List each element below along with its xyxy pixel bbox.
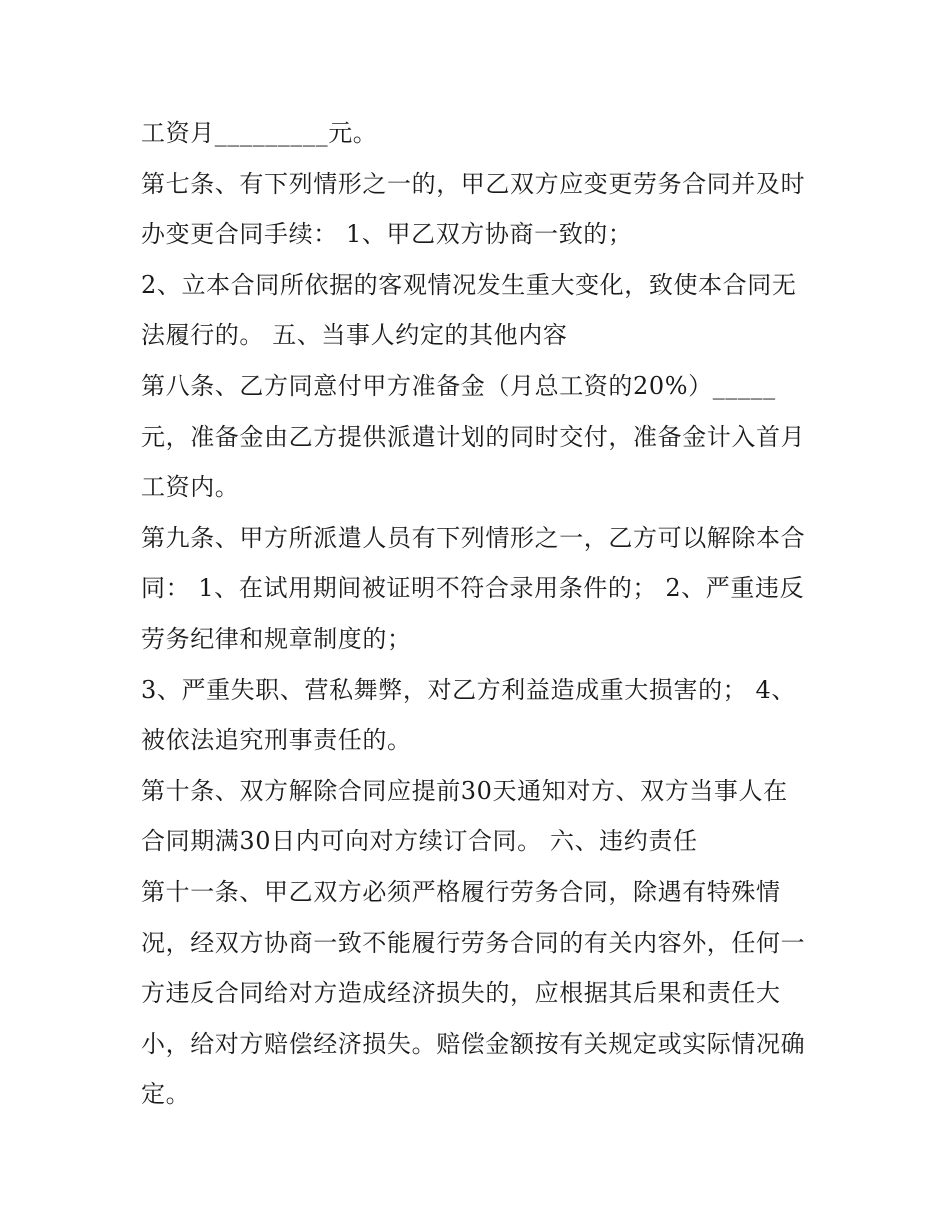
text-line-article-11-a: 第十一条、甲乙双方必须严格履行劳务合同，除遇有特殊情	[141, 877, 781, 906]
text-line-article-8-b: 元，准备金由乙方提供派遣计划的同时交付，准备金计入首月	[141, 422, 806, 451]
text-line-article-9-a: 第九条、甲方所派遣人员有下列情形之一，乙方可以解除本合	[141, 523, 806, 552]
text-line-article-7-a: 第七条、有下列情形之一的，甲乙双方应变更劳务合同并及时	[141, 169, 806, 198]
text-line-article-11-b: 况，经双方协商一致不能履行劳务合同的有关内容外，任何一	[141, 928, 806, 957]
text-line-article-9-b: 同： 1、在试用期间被证明不符合录用条件的； 2、严重违反	[141, 574, 805, 603]
text-line-article-11-c: 方违反合同给对方造成经济损失的，应根据其后果和责任大	[141, 979, 781, 1008]
text-line-salary: 工资月_________元。	[141, 119, 378, 147]
document-body	[141, 108, 821, 1120]
text-line-article-8-a: 第八条、乙方同意付甲方准备金（月总工资的20%）_____	[141, 371, 776, 400]
text-line-article-7-b: 办变更合同手续： 1、甲乙双方协商一致的；	[141, 220, 633, 249]
text-line-article-8-c: 工资内。	[141, 473, 240, 502]
text-line-article-9-d: 3、严重失职、营私舞弊，对乙方利益造成重大损害的； 4、	[141, 675, 796, 704]
text-line-article-11-d: 小，给对方赔偿经济损失。赔偿金额按有关规定或实际情况确	[141, 1029, 806, 1058]
text-line-article-9-e: 被依法追究刑事责任的。	[141, 726, 412, 755]
text-line-article-10-a: 第十条、双方解除合同应提前30天通知对方、双方当事人在	[141, 776, 788, 805]
text-line-section-5: 法履行的。 五、当事人约定的其他内容	[141, 321, 568, 350]
text-line-article-7-c: 2、立本合同所依据的客观情况发生重大变化，致使本合同无	[141, 270, 797, 299]
text-line-article-9-c: 劳务纪律和规章制度的；	[141, 624, 412, 653]
text-line-article-11-e: 定。	[141, 1080, 191, 1109]
text-line-article-10-b: 合同期满30日内可向对方续订合同。 六、违约责任	[141, 827, 698, 856]
